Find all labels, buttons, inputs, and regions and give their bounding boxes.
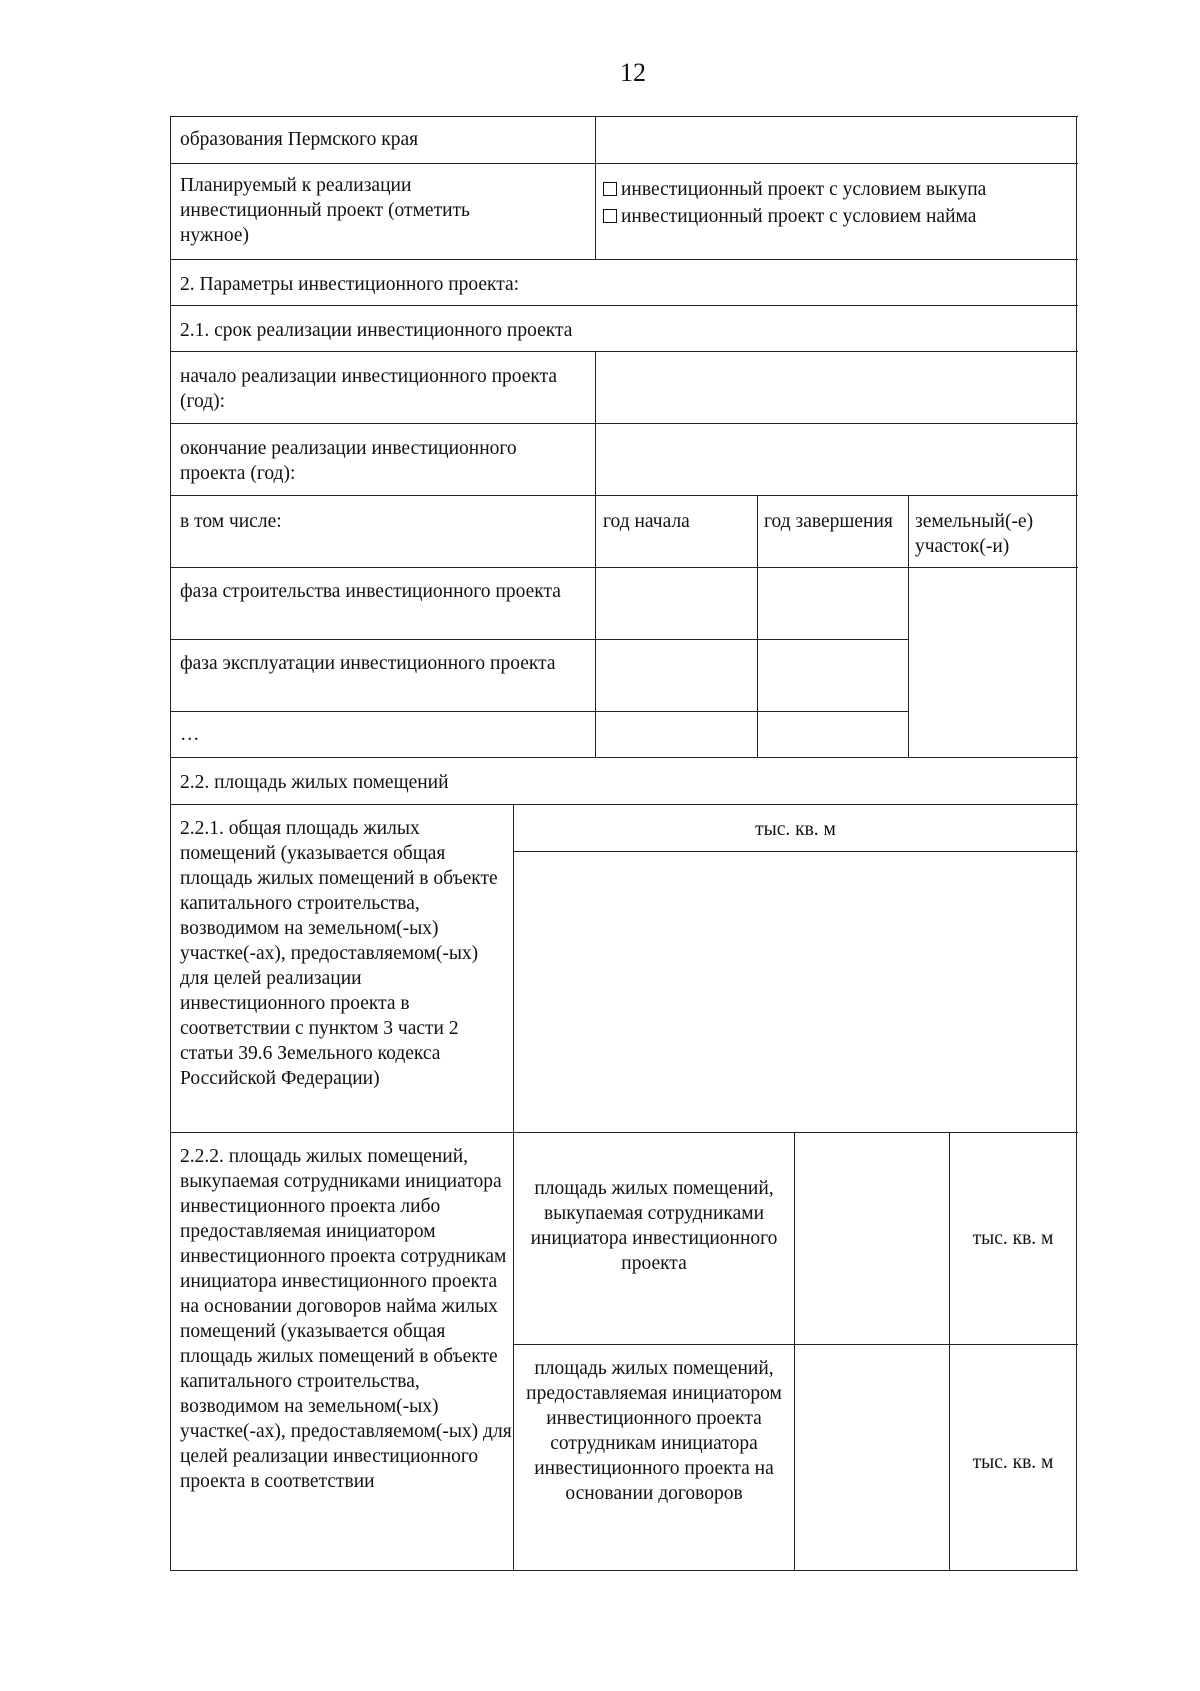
employee-rent-area-unit: тыс. кв. м xyxy=(972,1452,1054,1473)
col-land-plot: земельный(-е) участок(-и) xyxy=(915,511,1034,557)
phase-operation-label: фаза эксплуатации инвестиционного проекта xyxy=(180,653,556,674)
option-rent-label: инвестиционный проект с условием найма xyxy=(621,206,977,227)
table-rule xyxy=(170,1132,1078,1133)
table-rule xyxy=(595,351,596,757)
table-rule xyxy=(794,1132,795,1570)
end-year-label: окончание реализации инвестиционного проекта (год): xyxy=(180,438,517,484)
table-rule xyxy=(757,495,758,757)
option-rent[interactable] xyxy=(603,204,1073,229)
table-rule xyxy=(1076,116,1077,1571)
start-year-label: начало реализации инвестиционного проекта (год): xyxy=(180,366,558,412)
total-area-label: 2.2.1. общая площадь жилых помещений (указывается общая площадь жилых помещений в объекте капитального строительства, возводимом на земельном(-ых) участке(-ах), предоставляемом(-ых) для целей реализации инвестиционного проекта в соответствии с пунктом 3 части 2 статьи 39.6 Земельного кодекса Российской Федерации) xyxy=(180,818,498,1089)
option-buyout-label: инвестиционный проект с условием выкупа xyxy=(621,179,987,200)
col-start-year: год начала xyxy=(603,511,690,532)
table-rule xyxy=(908,495,909,757)
table-rule xyxy=(170,567,1078,568)
table-rule xyxy=(170,116,171,1571)
table-rule xyxy=(170,495,1078,496)
table-rule xyxy=(170,423,1078,424)
section-2-2-heading: 2.2. площадь жилых помещений xyxy=(180,772,449,793)
option-buyout[interactable] xyxy=(603,177,1073,202)
section-2-1-heading: 2.1. срок реализации инвестиционного проекта xyxy=(180,320,573,341)
table-rule xyxy=(170,116,1078,117)
table-rule xyxy=(170,351,1078,352)
table-rule xyxy=(170,757,1078,758)
table-rule xyxy=(170,711,909,712)
employee-area-label: 2.2.2. площадь жилых помещений, выкупаемая сотрудниками инициатора инвестиционного проекта либо предоставляемая инициатором инвестиционного проекта сотрудникам инициатора инвестиционного проекта на основании договоров найма жилых помещений (указывается общая площадь жилых помещений в объекте капитального строительства, возводимом на земельном(-ых) участке(-ах), предоставляемом(-ых) для целей реализации инвестиционного проекта в соответствии xyxy=(180,1146,512,1492)
municipality-label: образования Пермского края xyxy=(180,129,419,150)
employee-rent-area-label: площадь жилых помещений, предоставляемая инициатором инвестиционного проекта сотрудникам инициатора инвестиционного проекта на основании договоров xyxy=(526,1358,782,1504)
page-number: 12 xyxy=(620,58,646,87)
table-rule xyxy=(170,639,909,640)
employee-buyout-area-label: площадь жилых помещений, выкупаемая сотрудниками инициатора инвестиционного проекта xyxy=(530,1178,778,1274)
section-2-heading: 2. Параметры инвестиционного проекта: xyxy=(180,274,520,295)
form-table xyxy=(170,116,1078,1571)
employee-buyout-area-unit: тыс. кв. м xyxy=(972,1228,1054,1249)
planned-project-label: Планируемый к реализации инвестиционный проект (отметить нужное) xyxy=(180,175,470,246)
table-rule xyxy=(513,851,1078,852)
checkbox-rent[interactable] xyxy=(603,209,617,223)
table-rule xyxy=(595,116,596,259)
table-rule xyxy=(949,1132,950,1570)
total-area-unit: тыс. кв. м xyxy=(755,819,836,840)
including-label: в том числе: xyxy=(180,511,282,532)
table-rule xyxy=(170,1570,1078,1571)
col-end-year: год завершения xyxy=(764,511,893,532)
table-rule xyxy=(170,259,1078,260)
checkbox-buyout[interactable] xyxy=(603,182,617,196)
table-rule xyxy=(170,804,1078,805)
ellipsis-row: … xyxy=(180,724,200,745)
phase-construction-label: фаза строительства инвестиционного проекта xyxy=(180,581,561,602)
table-rule xyxy=(513,1344,1078,1345)
table-rule xyxy=(170,305,1078,306)
table-rule xyxy=(170,163,1078,164)
